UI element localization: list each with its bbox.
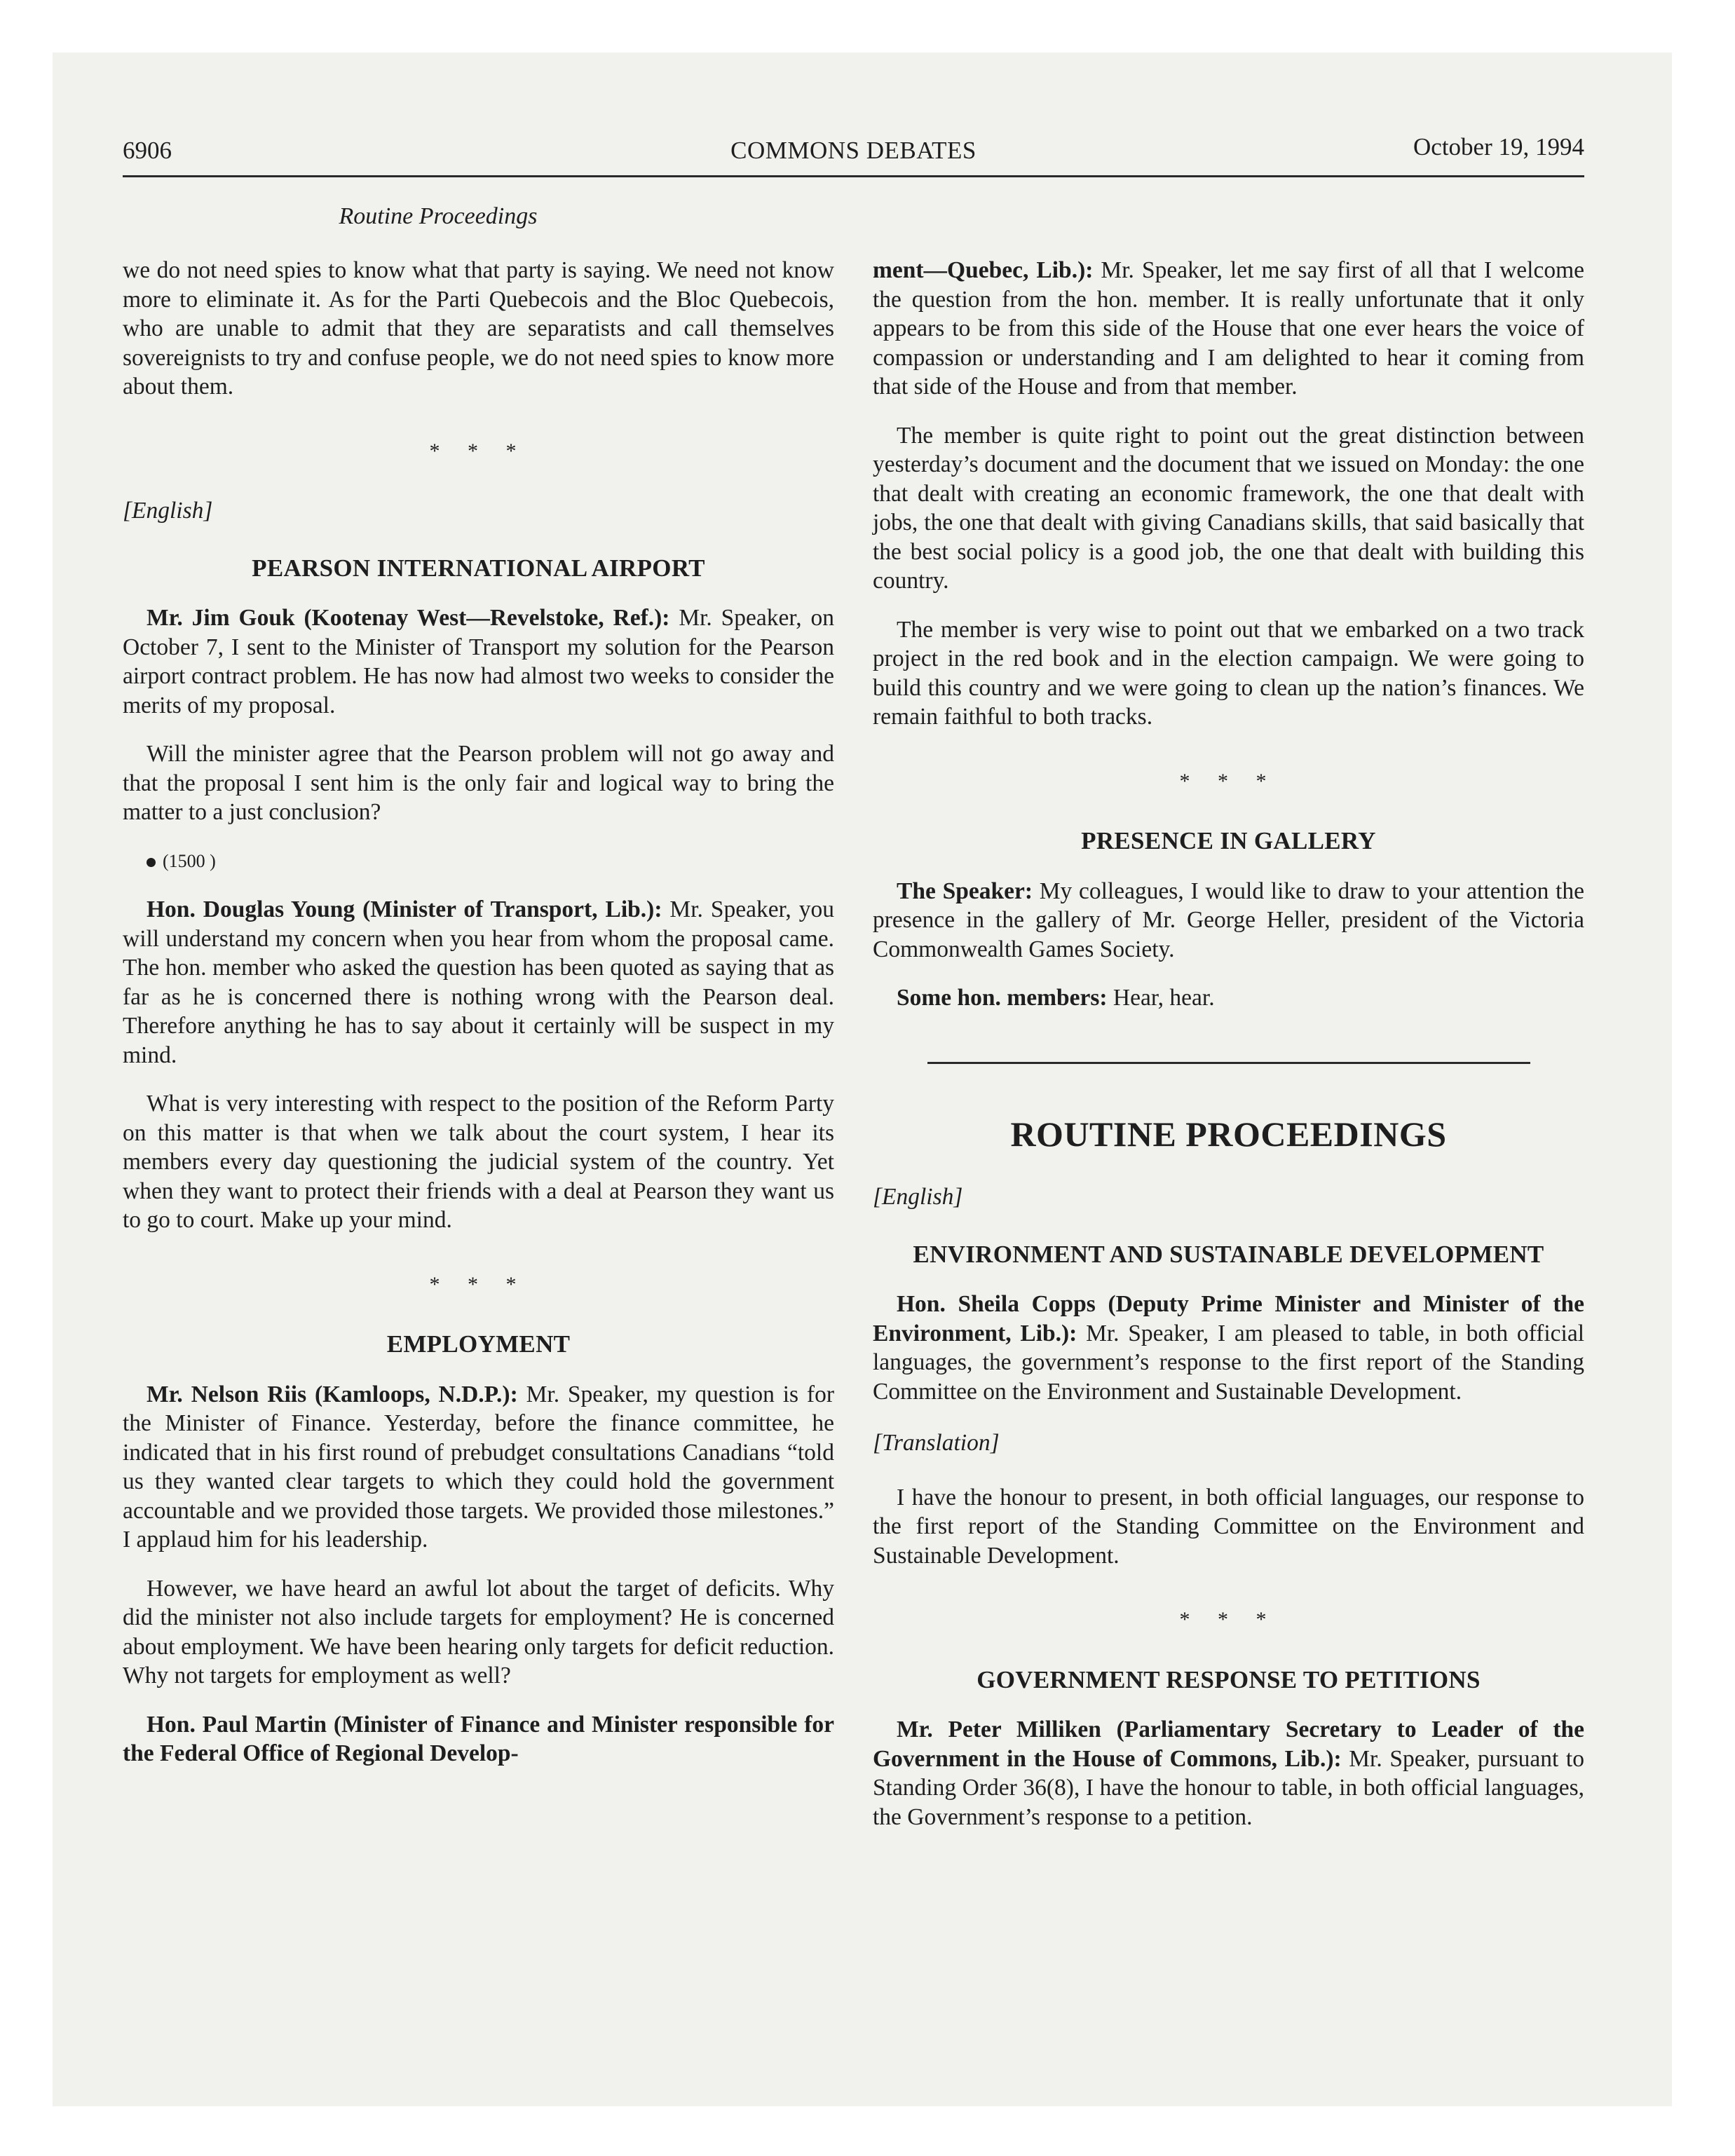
section-separator: * * *	[1179, 1608, 1278, 1631]
speaker-name: Some hon. members:	[897, 985, 1108, 1011]
paragraph: The member is quite right to point out the great distinction between yesterday’s document and the document that we issued on Monday: the one that dealt with creating an economic framework, the one that dealt with jobs, the one that dealt with giving Canadians skills, that said basically that the best social policy is a good job, the one that dealt with building this country.	[873, 422, 1584, 594]
page	[53, 53, 1672, 2106]
paragraph: Will the minister agree that the Pearson problem will not go away and that the proposal I sent him is the only fair and logical way to bring the matter to a just conclusion?	[123, 741, 834, 825]
page-number: 6906	[123, 137, 172, 164]
section-separator: * * *	[1179, 769, 1278, 793]
time-marker-text: (1500 )	[163, 850, 216, 871]
running-head: Routine Proceedings	[339, 203, 538, 229]
speaker-name: Hon. Douglas Young (Minister of Transport, Lib.):	[147, 896, 662, 922]
paragraph	[873, 256, 1584, 402]
page-header	[123, 133, 1584, 177]
section-rule	[927, 1062, 1530, 1064]
paragraph	[873, 877, 1584, 964]
language-marker: [Translation]	[873, 1430, 1000, 1456]
time-marker	[123, 847, 834, 876]
language-marker: [English]	[873, 1184, 963, 1210]
paragraph: What is very interesting with respect to the position of the Reform Party on this matter is that when we talk about the court system, I hear its members every day questioning the judicial system of the country. Yet when they want to protect their friends with a deal at Pearson they want us to go to court. Make up your mind.	[123, 1091, 834, 1233]
paragraph	[123, 603, 834, 720]
paragraph	[123, 895, 834, 1070]
paragraph	[123, 1380, 834, 1555]
speech-text: Mr. Speaker, pursuant to Standing Order 36(8), I have the honour to table, in both official languages, the Government’s response to a petition.	[873, 1745, 1584, 1830]
paragraph: The member is very wise to point out that we embarked on a two track project in the red book and in the election campaign. We were going to build this country and we were going to clean up the nation’s finances. We remain faithful to both tracks.	[873, 616, 1584, 730]
speaker-name: The Speaker:	[897, 878, 1033, 904]
paragraph	[873, 983, 1584, 1013]
publication-date: October 19, 1994	[1413, 133, 1584, 161]
paragraph	[873, 1715, 1584, 1831]
section-heading: PRESENCE IN GALLERY	[1081, 827, 1376, 854]
left-column	[123, 256, 834, 1788]
speaker-name: Mr. Jim Gouk (Kootenay West—Revelstoke, Ref.):	[147, 605, 670, 631]
section-separator: * * *	[429, 1272, 528, 1296]
section-separator: * * *	[429, 439, 528, 463]
paragraph: we do not need spies to know what that party is saying. We need not know more to eliminate it. As for the Parti Quebecois and the Bloc Quebecois, who are unable to admit that they are separatists and call themselves sovereignists to try and confuse people, we do not need spies to know more about them.	[123, 257, 834, 400]
speaker-name: ment—Quebec, Lib.):	[873, 257, 1094, 283]
paragraph	[873, 1290, 1584, 1406]
speech-text: My colleagues, I would like to draw to your attention the presence in the gallery of Mr. George Heller, president of the Victoria Commonwealth Games Society.	[873, 878, 1585, 962]
right-column	[873, 256, 1584, 1851]
bullet-icon	[147, 858, 156, 867]
section-heading: PEARSON INTERNATIONAL AIRPORT	[252, 554, 705, 582]
speaker-name: Mr. Nelson Riis (Kamloops, N.D.P.):	[147, 1381, 518, 1407]
speech-text: Mr. Speaker, you will understand my concern when you hear from whom the proposal came. The hon. member who asked the question has been quoted as saying that as far as he is concerned there is nothing wrong with the Pearson deal. Therefore anything he has to say about it certainly will be suspect in my mind.	[123, 896, 834, 1068]
speech-text: Mr. Speaker, my question is for the Minister of Finance. Yesterday, before the finance committee, he indicated that in his first round of prebudget consultations Canadians “told us they wanted clear targets to which they could hold the government accountable and we provided those targets. We provided those milestones.” I applaud him for his leadership.	[123, 1381, 834, 1553]
section-heading: GOVERNMENT RESPONSE TO PETITIONS	[977, 1665, 1481, 1693]
language-marker: [English]	[123, 498, 213, 524]
section-heading: ENVIRONMENT AND SUSTAINABLE DEVELOPMENT	[913, 1240, 1544, 1268]
section-heading: EMPLOYMENT	[386, 1330, 571, 1358]
speaker-name: Hon. Sheila Copps (Deputy Prime Minister and Minister of the Environment, Lib.):	[873, 1291, 1584, 1346]
paragraph: However, we have heard an awful lot about the target of deficits. Why did the minister not also include targets for employment? He is concerned about employment. We have been hearing only targets for deficit reduction. Why not targets for employment as well?	[123, 1575, 834, 1688]
speech-text: Hear, hear.	[1107, 985, 1215, 1011]
speech-text: Mr. Speaker, I am pleased to table, in both official languages, the government’s response to the first report of the Standing Committee on the Environment and Sustainable Development.	[873, 1320, 1584, 1405]
speaker-name: Hon. Paul Martin (Minister of Finance and Minister responsible for the Federal Office of Regional Develop-	[123, 1711, 834, 1766]
major-section-heading: ROUTINE PROCEEDINGS	[1010, 1114, 1447, 1154]
publication-title: COMMONS DEBATES	[730, 137, 977, 164]
speech-text: Mr. Speaker, let me say first of all that I welcome the question from the hon. member. It is really unfortunate that it only appears to be from this side of the House that one ever hears the voice of compassion or understanding and I am delighted to hear it coming from that side of the House and from that member.	[873, 257, 1584, 400]
speaker-name: Mr. Peter Milliken (Parliamentary Secretary to Leader of the Government in the House of Commons, Lib.):	[873, 1717, 1584, 1772]
speech-text: Mr. Speaker, on October 7, I sent to the Minister of Transport my solution for the Pearson airport contract problem. He has now had almost two weeks to consider the merits of my proposal.	[123, 605, 834, 718]
paragraph: I have the honour to present, in both official languages, our response to the first report of the Standing Committee on the Environment and Sustainable Development.	[873, 1484, 1584, 1569]
